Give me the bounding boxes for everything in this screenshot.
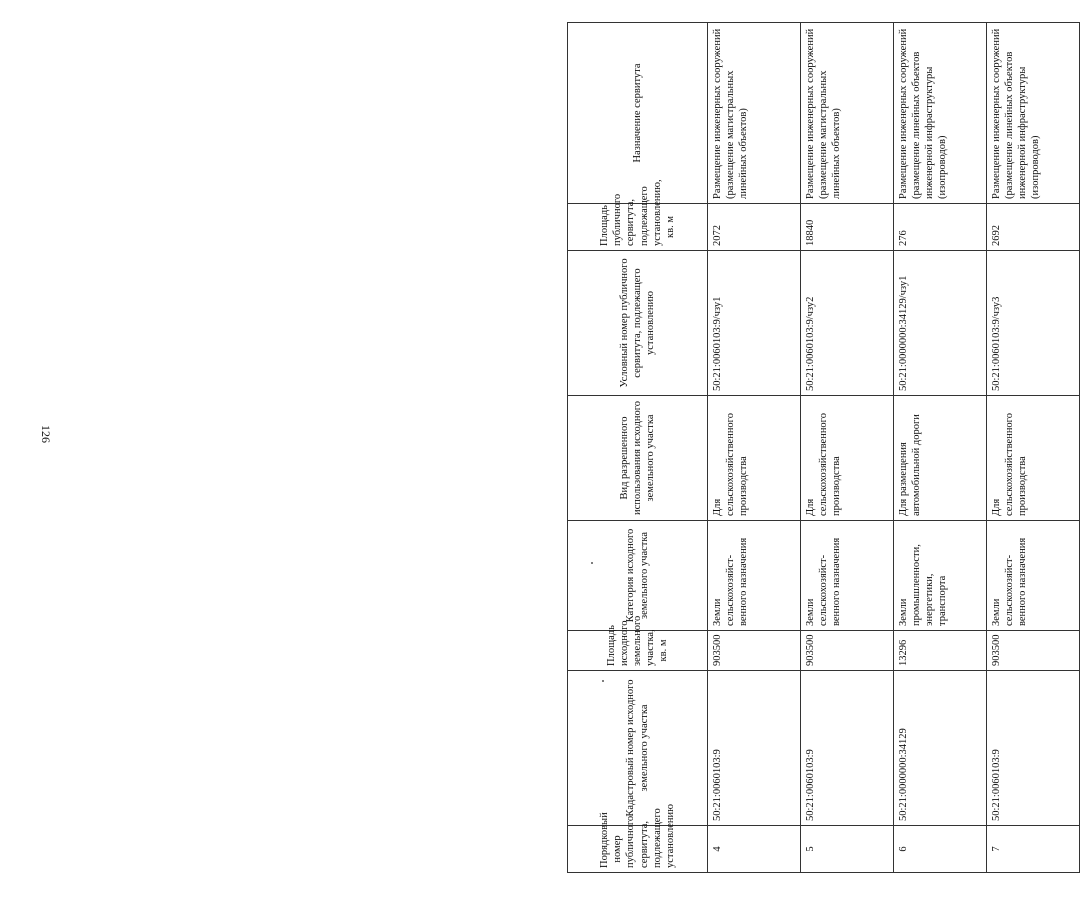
header-servitude-purpose: Назначение сервитута [568, 23, 708, 204]
cell-permitted-use: Для сельскохозяйственного производства [987, 396, 1080, 521]
cell-serial-number: 6 [894, 826, 987, 873]
scan-speck [591, 562, 593, 564]
header-serial-number: Порядковый номер публичного сервитута, подлежащего установлению [568, 826, 708, 873]
cell-parcel-area: 903500 [987, 631, 1080, 671]
cell-servitude-area: 2072 [708, 204, 801, 251]
cell-cadastral-number: 50:21:0060103:9 [801, 671, 894, 826]
cell-servitude-area: 18840 [801, 204, 894, 251]
cell-permitted-use: Для сельскохозяйственного производства [801, 396, 894, 521]
cell-land-category: Земли сельскохозяйст-венного назначения [987, 521, 1080, 631]
cell-servitude-purpose: Размещение инженерных сооружений (размещение линейных объектов инженерной инфраструктуры (изопроводов) [894, 23, 987, 204]
table-row [987, 23, 1080, 873]
cell-servitude-number: 50:21:0000000:34129/чзу1 [894, 251, 987, 396]
cell-servitude-purpose: Размещение инженерных сооружений (размещение магистральных линейных объектов) [801, 23, 894, 204]
table-row [801, 23, 894, 873]
cell-servitude-number: 50:21:0060103:9/чзу1 [708, 251, 801, 396]
cell-permitted-use: Для сельскохозяйственного производства [708, 396, 801, 521]
cell-cadastral-number: 50:21:0060103:9 [708, 671, 801, 826]
cell-servitude-number: 50:21:0060103:9/чзу2 [801, 251, 894, 396]
cell-land-category: Земли сельскохозяйст-венного назначения [801, 521, 894, 631]
scan-speck [602, 680, 604, 682]
cell-parcel-area: 903500 [708, 631, 801, 671]
cell-parcel-area: 13296 [894, 631, 987, 671]
cell-servitude-purpose: Размещение инженерных сооружений (размещение магистральных линейных объектов) [708, 23, 801, 204]
cell-servitude-area: 276 [894, 204, 987, 251]
table-row [894, 23, 987, 873]
table-header-row [568, 23, 708, 873]
cell-servitude-area: 2692 [987, 204, 1080, 251]
header-servitude-area: Площадь публичного сервитута, подлежащего установлению, кв. м [568, 204, 708, 251]
servitude-table [567, 22, 1080, 873]
table-row [708, 23, 801, 873]
cell-servitude-number: 50:21:0060103:9/чзу3 [987, 251, 1080, 396]
cell-serial-number: 4 [708, 826, 801, 873]
header-permitted-use: Вид разрешенного использования исходного земельного участка [568, 396, 708, 521]
header-cadastral-number: Кадастровый номер исходного земельного участка [568, 671, 708, 826]
cell-serial-number: 7 [987, 826, 1080, 873]
header-servitude-number: Условный номер публичного сервитута, подлежащего установлению [568, 251, 708, 396]
cell-serial-number: 5 [801, 826, 894, 873]
header-land-category: Категория исходного земельного участка [568, 521, 708, 631]
header-parcel-area: Площадь исходного земельного участка, кв. м [568, 631, 708, 671]
page-number: 126 [39, 425, 53, 443]
cell-cadastral-number: 50:21:0000000:34129 [894, 671, 987, 826]
cell-land-category: Земли сельскохозяйст-венного назначения [708, 521, 801, 631]
rotated-table-container [567, 23, 1072, 873]
cell-cadastral-number: 50:21:0060103:9 [987, 671, 1080, 826]
cell-permitted-use: Для размещения автомобильной дороги [894, 396, 987, 521]
cell-land-category: Земли промышленности, энергетики, транспорта [894, 521, 987, 631]
cell-servitude-purpose: Размещение инженерных сооружений (размещение линейных объектов инженерной инфраструктуры (изопроводов) [987, 23, 1080, 204]
cell-parcel-area: 903500 [801, 631, 894, 671]
